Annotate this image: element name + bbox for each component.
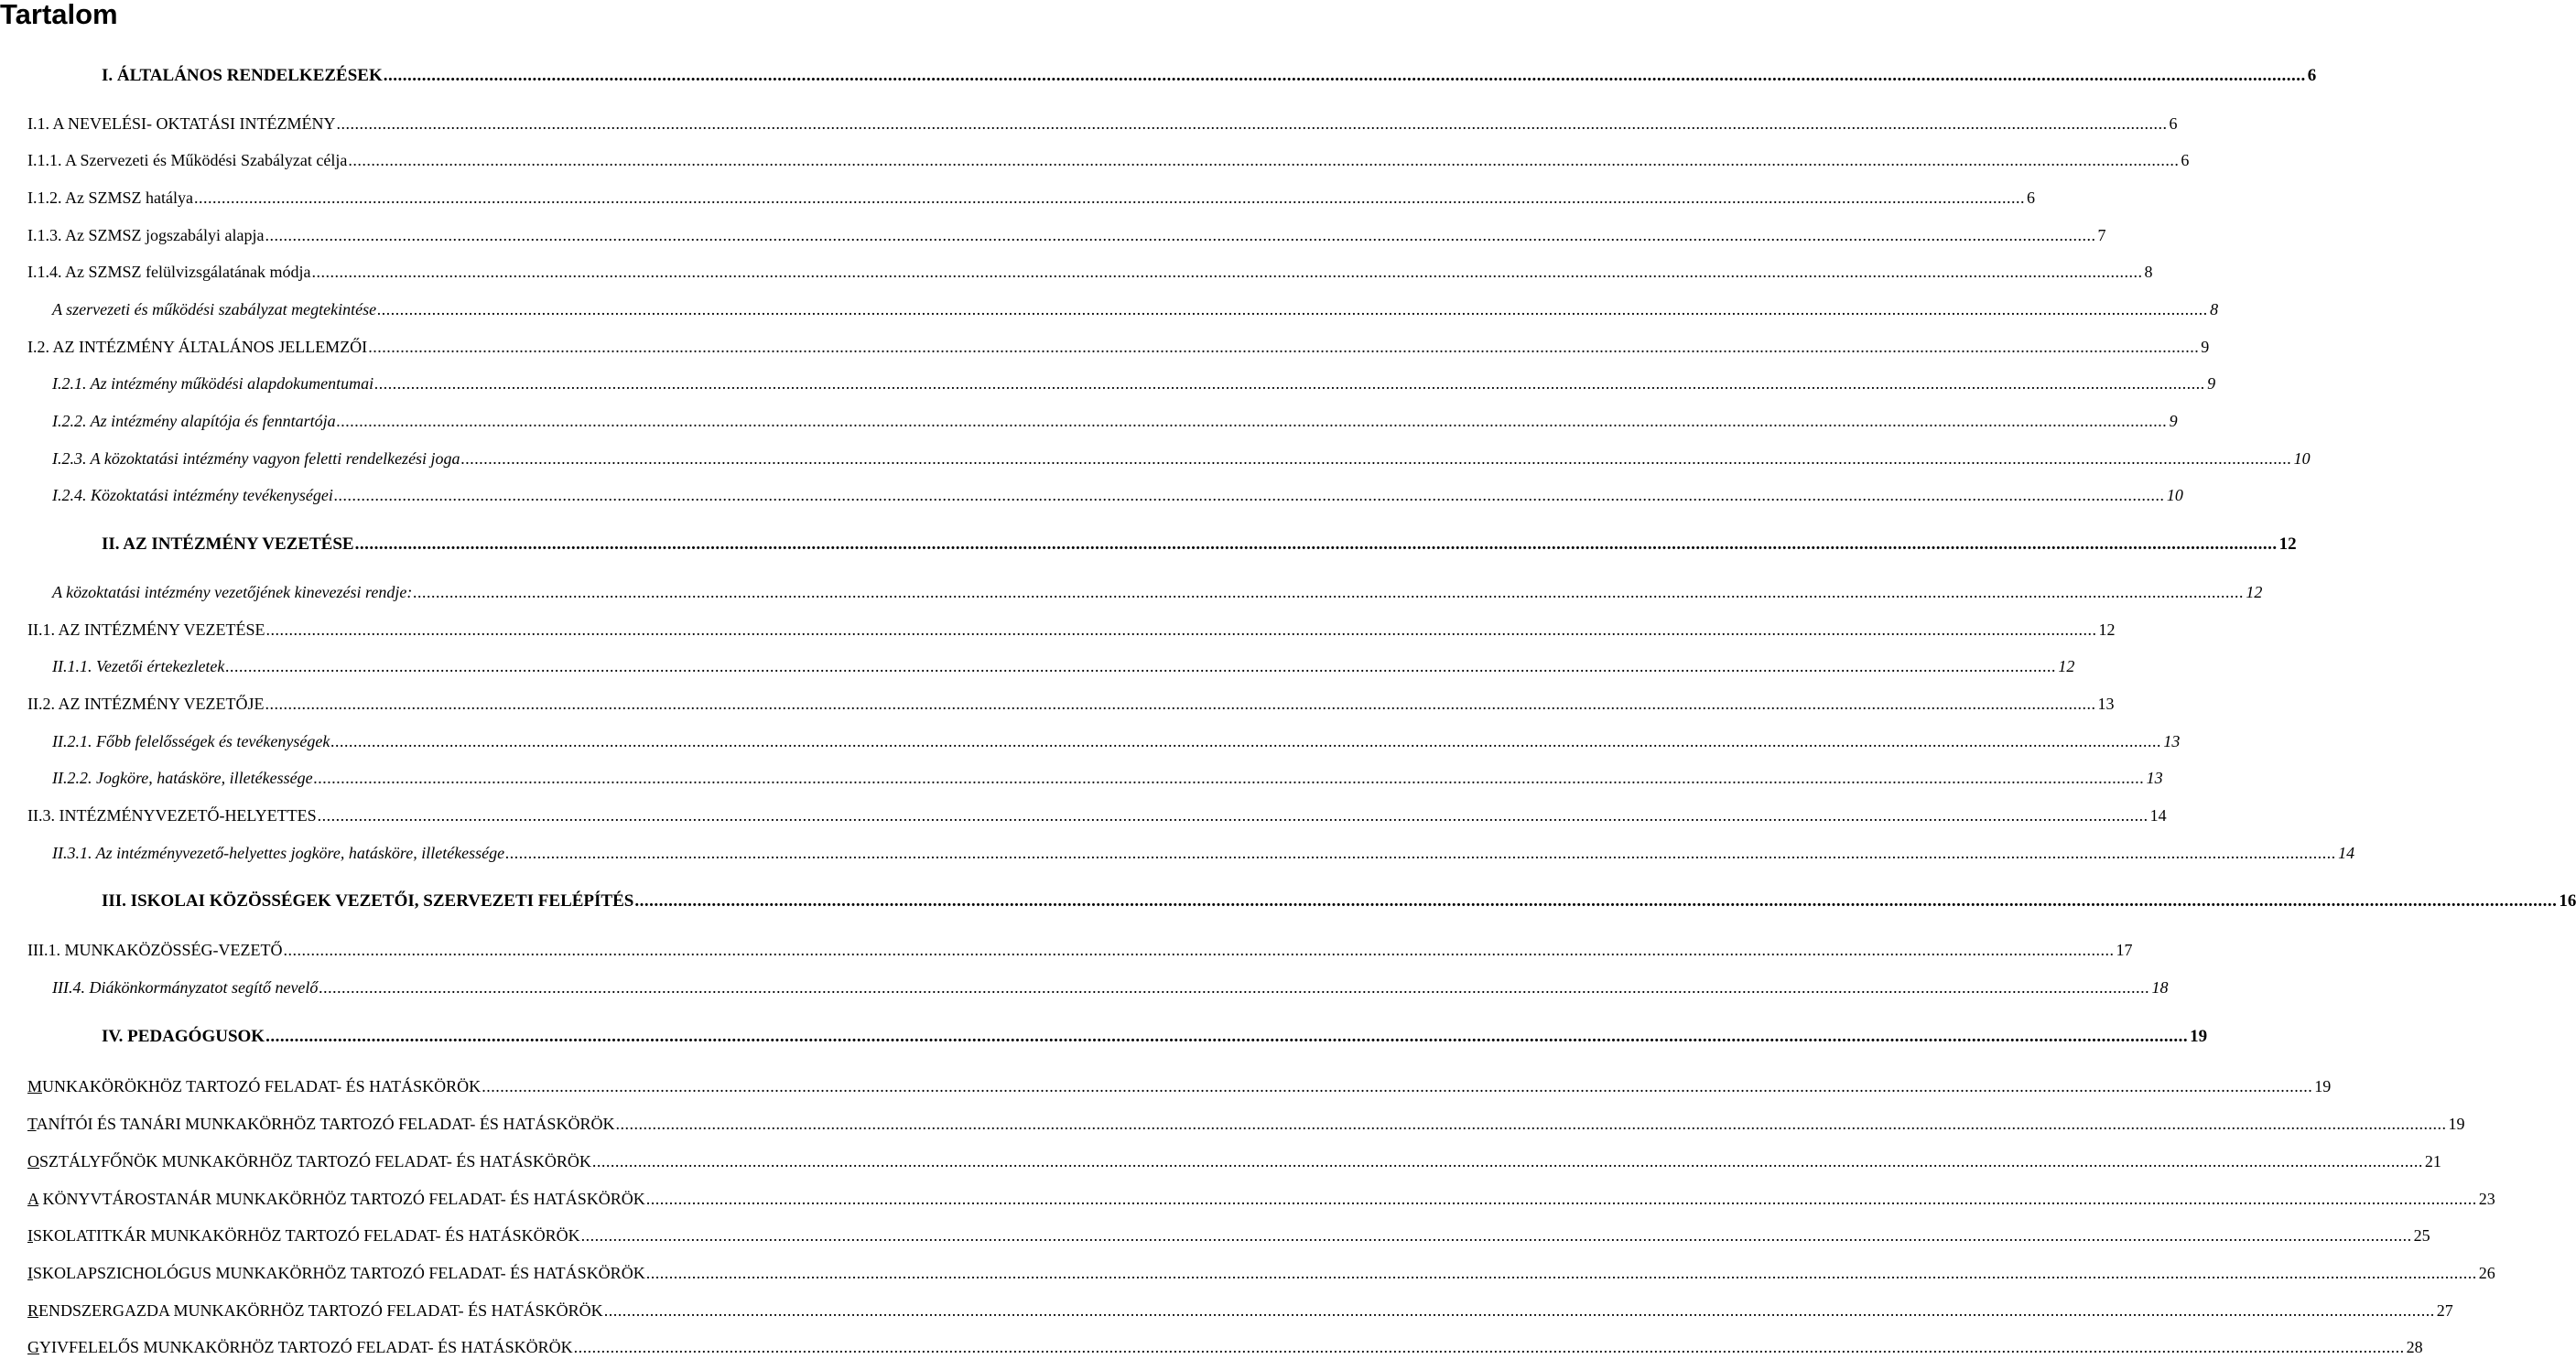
toc-entry[interactable] (27, 226, 2106, 250)
toc-leader-dots: ................................................................................................................................................................................................................................................................................................................................................................................................................ (645, 1264, 2477, 1282)
toc-entry[interactable] (27, 1226, 2430, 1250)
toc-page-number: 13 (2146, 769, 2163, 787)
toc-entry-label: A közoktatási intézmény vezetőjének kinevezési rendje: (52, 583, 413, 601)
toc-entry-label: ISKOLAPSZICHOLÓGUS MUNKAKÖRHÖZ TARTOZÓ FELADAT- ÉS HATÁSKÖRÖK (27, 1264, 645, 1282)
toc-page-number: 17 (2116, 941, 2133, 959)
toc-entry[interactable] (27, 1190, 2495, 1214)
toc-leader-dots: ................................................................................................................................................................................................................................................................................................................................................................................................................ (283, 941, 2115, 959)
toc-leader-dots: ................................................................................................................................................................................................................................................................................................................................................................................................................ (265, 226, 2096, 244)
toc-leader-dots: ................................................................................................................................................................................................................................................................................................................................................................................................................ (319, 978, 2150, 997)
toc-leader-dots: ................................................................................................................................................................................................................................................................................................................................................................................................................ (482, 1077, 2313, 1095)
toc-page-number: 9 (2207, 374, 2216, 393)
toc-leader-dots: ................................................................................................................................................................................................................................................................................................................................................................................................................ (317, 806, 2148, 825)
toc-page-number: 9 (2201, 338, 2210, 356)
toc-leader-dots: ................................................................................................................................................................................................................................................................................................................................................................................................................ (374, 374, 2206, 393)
toc-entry-label: III.1. MUNKAKÖZÖSSÉG-VEZETŐ (27, 941, 283, 959)
toc-entry[interactable] (27, 114, 2178, 138)
toc-entry[interactable] (102, 534, 2297, 558)
toc-page-number: 12 (2098, 620, 2116, 639)
toc-entry[interactable] (27, 151, 2190, 175)
toc-entry-label: II.2. AZ INTÉZMÉNY VEZETŐJE (27, 695, 265, 713)
toc-page-number: 8 (2144, 263, 2153, 281)
toc-page-number: 10 (2293, 449, 2311, 468)
toc-leader-dots: ................................................................................................................................................................................................................................................................................................................................................................................................................ (336, 114, 2168, 133)
toc-leader-dots: ................................................................................................................................................................................................................................................................................................................................................................................................................ (313, 769, 2145, 787)
toc-entry-label: II.1. AZ INTÉZMÉNY VEZETÉSE (27, 620, 265, 639)
toc-entry-label: A szervezeti és működési szabályzat megtekintése (52, 300, 377, 318)
toc-page-number: 14 (2149, 806, 2167, 825)
toc-entry-label: I.2.3. A közoktatási intézmény vagyon feletti rendelkezési joga (52, 449, 460, 468)
toc-entry-label: MUNKAKÖRÖKHÖZ TARTOZÓ FELADAT- ÉS HATÁSKÖRÖK (27, 1077, 482, 1095)
toc-page-number: 12 (2058, 657, 2075, 675)
toc-entry-label: ISKOLATITKÁR MUNKAKÖRHÖZ TARTOZÓ FELADAT- ÉS HATÁSKÖRÖK (27, 1226, 580, 1245)
toc-entry-label: III.4. Diákönkormányzatot segítő nevelő (52, 978, 319, 997)
toc-page-number: 6 (2181, 151, 2190, 169)
toc-entry[interactable] (52, 583, 2263, 607)
toc-leader-dots: ................................................................................................................................................................................................................................................................................................................................................................................................................ (603, 1301, 2435, 1320)
toc-entry[interactable] (52, 300, 2219, 324)
toc-entry[interactable] (27, 1152, 2441, 1176)
toc-leader-dots: ................................................................................................................................................................................................................................................................................................................................................................................................................ (311, 263, 2143, 281)
toc-page-number: 19 (2314, 1077, 2332, 1095)
toc-leader-dots: ................................................................................................................................................................................................................................................................................................................................................................................................................ (265, 1027, 2189, 1046)
toc-leader-dots: ................................................................................................................................................................................................................................................................................................................................................................................................................ (336, 412, 2168, 430)
toc-page-number: 16 (2559, 891, 2576, 911)
toc-leader-dots: ................................................................................................................................................................................................................................................................................................................................................................................................................ (460, 449, 2292, 468)
toc-page-number: 6 (2026, 189, 2035, 207)
toc-entry-label: I.1.4. Az SZMSZ felülvizsgálatának módja (27, 263, 311, 281)
toc-leader-dots: ................................................................................................................................................................................................................................................................................................................................................................................................................ (573, 1338, 2405, 1356)
toc-page-number: 6 (2307, 66, 2317, 85)
toc-page-number: 21 (2424, 1152, 2441, 1170)
toc-entry[interactable] (27, 338, 2210, 361)
toc-page-number: 13 (2163, 732, 2181, 750)
toc-entry-label: II.2.1. Főbb felelősségek és tevékenységek (52, 732, 330, 750)
toc-entry[interactable] (27, 189, 2035, 212)
toc-leader-dots: ................................................................................................................................................................................................................................................................................................................................................................................................................ (333, 486, 2165, 504)
toc-entry[interactable] (27, 620, 2116, 644)
toc-leader-dots: ................................................................................................................................................................................................................................................................................................................................................................................................................ (505, 844, 2337, 862)
toc-entry-label: II.1.1. Vezetői értekezletek (52, 657, 225, 675)
toc-page-number: 27 (2436, 1301, 2453, 1320)
toc-leader-dots: ................................................................................................................................................................................................................................................................................................................................................................................................................ (225, 657, 2057, 675)
toc-entry-label: I.2.4. Közoktatási intézmény tevékenységei (52, 486, 333, 504)
toc-entry-label: I.2. AZ INTÉZMÉNY ÁLTALÁNOS JELLEMZŐI (27, 338, 368, 356)
toc-page-number: 19 (2190, 1027, 2208, 1046)
toc-leader-dots: ................................................................................................................................................................................................................................................................................................................................................................................................................ (591, 1152, 2423, 1170)
toc-entry-label: II.3.1. Az intézményvezető-helyettes jogköre, hatásköre, illetékessége (52, 844, 505, 862)
toc-page-number: 7 (2097, 226, 2106, 244)
toc-leader-dots: ................................................................................................................................................................................................................................................................................................................................................................................................................ (377, 300, 2209, 318)
toc-page-number: 9 (2169, 412, 2178, 430)
toc-page-number: 26 (2478, 1264, 2495, 1282)
toc-entry[interactable] (52, 978, 2169, 1002)
toc-entry-label: I.1.1. A Szervezeti és Működési Szabályzat célja (27, 151, 348, 169)
toc-leader-dots: ................................................................................................................................................................................................................................................................................................................................................................................................................ (193, 189, 2025, 207)
toc-page-number: 6 (2169, 114, 2178, 133)
page-title: Tartalom (0, 0, 118, 30)
toc-entry-label: II. AZ INTÉZMÉNY VEZETÉSE (102, 534, 354, 554)
toc-entry[interactable] (52, 844, 2355, 868)
toc-leader-dots: ................................................................................................................................................................................................................................................................................................................................................................................................................ (580, 1226, 2412, 1245)
toc-leader-dots: ................................................................................................................................................................................................................................................................................................................................................................................................................ (265, 620, 2097, 639)
toc-entry-label: TANÍTÓI ÉS TANÁRI MUNKAKÖRHÖZ TARTOZÓ FELADAT- ÉS HATÁSKÖRÖK (27, 1115, 615, 1133)
toc-page-number: 23 (2478, 1190, 2495, 1208)
toc-page-number: 10 (2166, 486, 2183, 504)
toc-leader-dots: ................................................................................................................................................................................................................................................................................................................................................................................................................ (413, 583, 2245, 601)
toc-page-number: 8 (2210, 300, 2219, 318)
toc-leader-dots: ................................................................................................................................................................................................................................................................................................................................................................................................................ (383, 66, 2306, 85)
toc-entry[interactable] (27, 941, 2133, 965)
toc-entry-label: I.1.2. Az SZMSZ hatálya (27, 189, 193, 207)
toc-entry-label: IV. PEDAGÓGUSOK (102, 1027, 265, 1046)
toc-entry[interactable] (52, 486, 2183, 510)
toc-entry-label: II.3. INTÉZMÉNYVEZETŐ-HELYETTES (27, 806, 317, 825)
toc-entry[interactable] (27, 1264, 2495, 1288)
toc-page-number: 28 (2406, 1338, 2423, 1356)
toc-entry[interactable] (27, 1115, 2465, 1138)
toc-leader-dots: ................................................................................................................................................................................................................................................................................................................................................................................................................ (330, 732, 2162, 750)
toc-entry-label: I.2.1. Az intézmény működési alapdokumentumai (52, 374, 374, 393)
toc-leader-dots: ................................................................................................................................................................................................................................................................................................................................................................................................................ (368, 338, 2200, 356)
toc-leader-dots: ................................................................................................................................................................................................................................................................................................................................................................................................................ (615, 1115, 2447, 1133)
toc-entry-label: A KÖNYVTÁROSTANÁR MUNKAKÖRHÖZ TARTOZÓ FELADAT- ÉS HATÁSKÖRÖK (27, 1190, 645, 1208)
toc-entry[interactable] (52, 412, 2178, 436)
toc-entry-label: RENDSZERGAZDA MUNKAKÖRHÖZ TARTOZÓ FELADAT- ÉS HATÁSKÖRÖK (27, 1301, 603, 1320)
toc-entry[interactable] (102, 891, 2576, 915)
toc-entry-label: I. ÁLTALÁNOS RENDELKEZÉSEK (102, 66, 383, 85)
toc-entry-label: I.1. A NEVELÉSI- OKTATÁSI INTÉZMÉNY (27, 114, 336, 133)
toc-entry-label: II.2.2. Jogköre, hatásköre, illetékessége (52, 769, 313, 787)
toc-page-number: 18 (2151, 978, 2169, 997)
toc-page-number: 14 (2338, 844, 2355, 862)
toc-page-number: 13 (2097, 695, 2115, 713)
toc-entry[interactable] (52, 732, 2181, 756)
toc-entry[interactable] (27, 806, 2167, 830)
toc-entry-label: I.1.3. Az SZMSZ jogszabályi alapja (27, 226, 265, 244)
toc-entry[interactable] (27, 263, 2153, 286)
toc-page-number: 12 (2278, 534, 2297, 554)
toc-entry[interactable] (52, 769, 2163, 793)
toc-page-number: 19 (2448, 1115, 2465, 1133)
toc-entry[interactable] (102, 66, 2317, 90)
toc-leader-dots: ................................................................................................................................................................................................................................................................................................................................................................................................................ (348, 151, 2180, 169)
toc-leader-dots: ................................................................................................................................................................................................................................................................................................................................................................................................................ (645, 1190, 2477, 1208)
toc-page-number: 12 (2246, 583, 2263, 601)
toc-entry-label: OSZTÁLYFŐNÖK MUNKAKÖRHÖZ TARTOZÓ FELADAT- ÉS HATÁSKÖRÖK (27, 1152, 591, 1170)
toc-entry[interactable] (52, 374, 2216, 398)
toc-entry[interactable] (27, 1338, 2423, 1362)
toc-entry-label: GYIVFELELŐS MUNKAKÖRHÖZ TARTOZÓ FELADAT- ÉS HATÁSKÖRÖK (27, 1338, 573, 1356)
toc-entry[interactable] (27, 1077, 2332, 1101)
toc-page-number: 25 (2413, 1226, 2430, 1245)
toc-entry[interactable] (102, 1027, 2208, 1051)
toc-entry[interactable] (27, 695, 2115, 718)
toc-entry-label: III. ISKOLAI KÖZÖSSÉGEK VEZETŐI, SZERVEZETI FELÉPÍTÉS (102, 891, 634, 911)
toc-entry[interactable] (52, 449, 2311, 473)
toc-leader-dots: ................................................................................................................................................................................................................................................................................................................................................................................................................ (354, 534, 2278, 554)
toc-leader-dots: ................................................................................................................................................................................................................................................................................................................................................................................................................ (634, 891, 2558, 911)
toc-entry[interactable] (27, 1301, 2453, 1325)
toc-leader-dots: ................................................................................................................................................................................................................................................................................................................................................................................................................ (265, 695, 2096, 713)
toc-entry[interactable] (52, 657, 2075, 681)
toc-entry-label: I.2.2. Az intézmény alapítója és fenntartója (52, 412, 336, 430)
